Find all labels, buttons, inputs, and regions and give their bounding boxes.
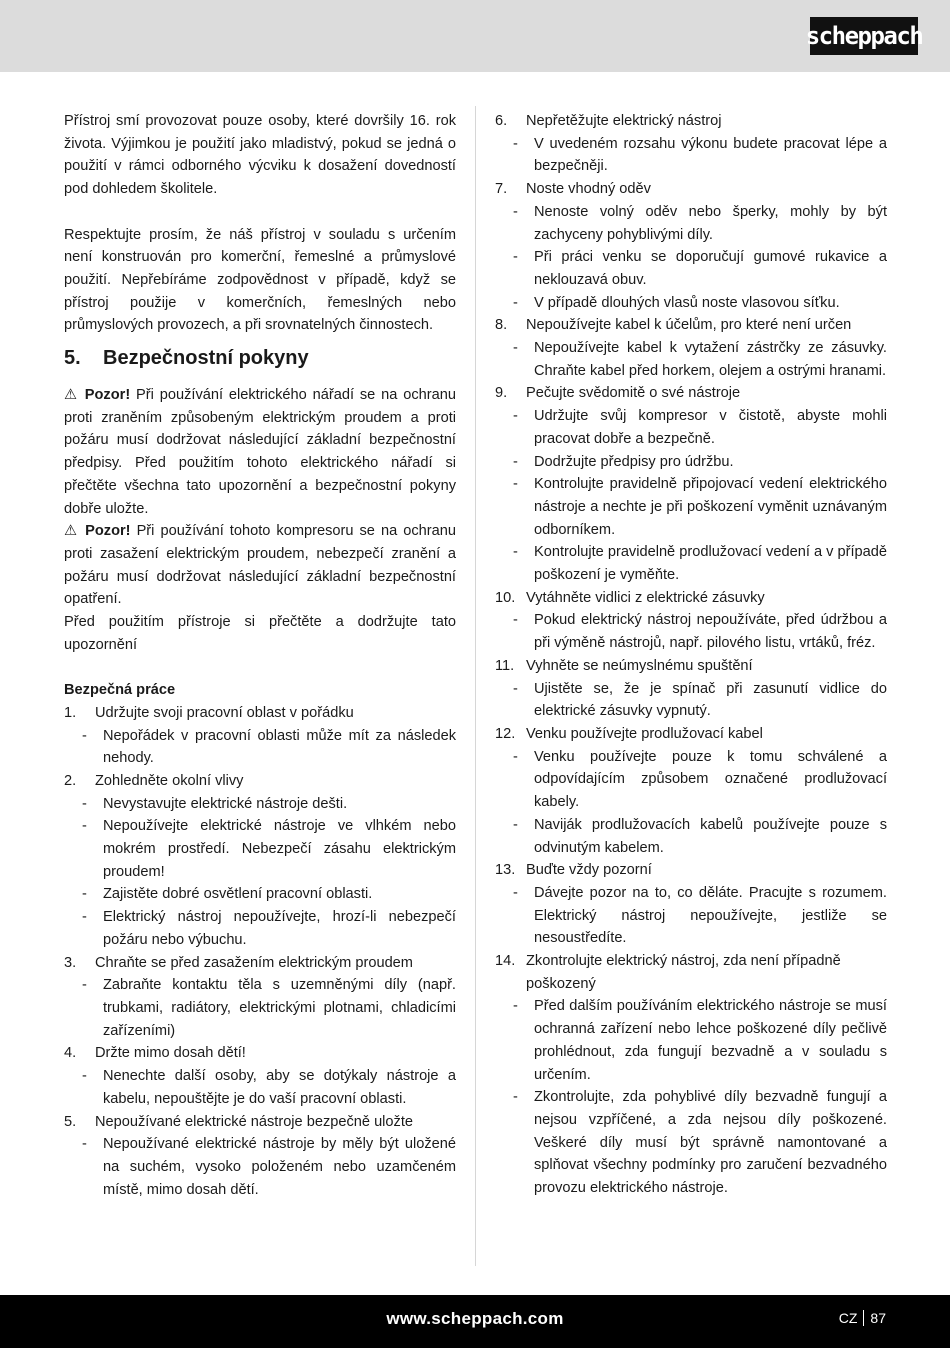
bullet-point	[64, 906, 456, 951]
bullet-text: V uvedeném rozsahu výkonu budete pracovat lépe a bezpečněji.	[534, 135, 887, 175]
bullet-text: Kontrolujte pravidelně prodlužovací vedení a v případě poškození je vyměňte.	[534, 544, 887, 584]
list-item	[495, 314, 887, 337]
list-item	[495, 655, 887, 678]
dash-marker: -	[513, 135, 518, 152]
section-number: 5.	[64, 347, 81, 370]
warning-text: Při používání tohoto kompresoru se na ochranu proti zasažení elektrickým proudem, nebezpečí zranění a požáru musí dodržovat následující základní bezpečnostní opatření.	[64, 523, 456, 608]
footer-band	[0, 1295, 950, 1348]
item-number: 1.	[64, 704, 77, 721]
item-title: Nepřetěžujte elektrický nástroj	[526, 113, 722, 129]
bullet-text: Dodržujte předpisy pro údržbu.	[534, 453, 734, 470]
item-number: 12.	[495, 725, 516, 742]
dash-marker: -	[82, 977, 87, 994]
footer-website-link[interactable]: www.scheppach.com	[386, 1309, 564, 1328]
bullet-text: Nepoužívejte kabel k vytažení zástrčky ze zásuvky. Chraňte kabel před horkem, olejem a ostrými hranami.	[534, 340, 887, 379]
bullet-text: Zajistěte dobré osvětlení pracovní oblasti.	[103, 886, 373, 903]
left-item-list	[64, 702, 456, 1201]
bullet-text: Nepořádek v pracovní oblasti může mít za následek nehody.	[103, 727, 456, 767]
item-number: 10.	[495, 589, 516, 606]
item-number: 9.	[495, 385, 508, 402]
bullet-point	[495, 405, 887, 450]
bullet-text: Před dalším používáním elektrického nástroje se musí ochranná zařízení nebo lehce poškozené díly pečlivě prohlédnout, zda fungují bezvadně a v souladu s určením.	[534, 998, 887, 1083]
bullet-point	[495, 882, 887, 950]
bullet-text: Zabraňte kontaktu těla s uzemněnými díly (např. trubkami, radiátory, elektrickými plotnami, chladicími zařízeními)	[103, 977, 456, 1039]
right-item-list	[495, 110, 887, 1200]
bullet-text: Ujistěte se, že je spínač při zasunutí vidlice do elektrické zásuvky vypnutý.	[534, 680, 887, 720]
list-item	[64, 1042, 456, 1065]
warning-triangle-icon: ⚠	[64, 387, 79, 404]
item-number: 8.	[495, 317, 508, 334]
item-title: Vytáhněte vidlici z elektrické zásuvky	[526, 589, 765, 606]
bullet-point	[495, 337, 887, 382]
bullet-point	[495, 292, 887, 315]
item-number: 14.	[495, 953, 516, 970]
bullet-point	[495, 201, 887, 246]
bullet-text: Venku používejte pouze k tomu schválené a odpovídajícím způsobem označené prodlužovací kabely.	[534, 748, 887, 811]
bullet-point	[495, 609, 887, 654]
bullet-text: Udržujte svůj kompresor v čistotě, abyste mohli pracovat dobře a bezpečně.	[534, 408, 887, 447]
list-item	[495, 178, 887, 201]
bullet-text: Pokud elektrický nástroj nepoužíváte, před údržbou a při výměně nástrojů, např. pilového listu, vrtáků, fréz.	[534, 612, 887, 652]
list-item	[495, 382, 887, 405]
dash-marker: -	[82, 909, 87, 926]
language-code: CZ	[838, 1310, 858, 1326]
dash-marker: -	[513, 544, 518, 561]
dash-marker: -	[513, 680, 518, 697]
list-item	[495, 950, 887, 995]
dash-marker: -	[513, 748, 518, 765]
item-title: Chraňte se před zasažením elektrickým proudem	[95, 954, 413, 971]
bullet-point	[64, 815, 456, 883]
item-number: 5.	[64, 1113, 77, 1130]
warning-text: Při používání elektrického nářadí se na ochranu proti zraněním způsobeným elektrickým proudem a proti požáru musí dodržovat následující základní bezpečnostní předpisy. Před použitím tohoto elektrického nářadí si přečtěte všechna tato upozornění a bezpečnostní pokyny dobře uložte.	[64, 387, 457, 517]
item-title: Zkontrolujte elektrický nástroj, zda není případně poškozený	[526, 953, 841, 992]
dash-marker: -	[82, 1068, 87, 1085]
dash-marker: -	[513, 612, 518, 629]
bullet-point	[64, 725, 456, 770]
item-number: 11.	[495, 657, 515, 674]
page-indicator	[839, 1295, 886, 1342]
list-item	[64, 952, 456, 975]
list-item	[64, 1111, 456, 1134]
bullet-text: V případě dlouhých vlasů noste vlasovou síťku.	[534, 294, 840, 311]
dash-marker: -	[82, 1136, 87, 1153]
bullet-point	[495, 451, 887, 474]
bullet-text: Kontrolujte pravidelně připojovací vedení elektrického nástroje a nechte je při poškození vyměnit uznávaným odborníkem.	[534, 476, 887, 538]
bullet-point	[64, 974, 456, 1042]
bullet-point	[495, 1086, 887, 1200]
bullet-point	[64, 793, 456, 816]
warning-triangle-icon: ⚠	[64, 523, 80, 540]
dash-marker: -	[513, 884, 518, 901]
item-number: 13.	[495, 862, 516, 879]
dash-marker: -	[513, 1089, 518, 1106]
dash-marker: -	[513, 476, 518, 493]
item-title: Nepoužívané elektrické nástroje bezpečně uložte	[95, 1113, 414, 1130]
before-use-note: Před použitím přístroje si přečtěte a dodržujte tato upozornění	[64, 614, 456, 653]
dash-marker: -	[82, 886, 87, 903]
item-title: Noste vhodný oděv	[526, 181, 651, 198]
dash-marker: -	[513, 203, 518, 220]
bullet-point	[495, 678, 887, 723]
item-number: 4.	[64, 1045, 77, 1062]
bullet-point	[495, 246, 887, 291]
dash-marker: -	[513, 408, 518, 425]
bullet-point	[495, 541, 887, 586]
dash-marker: -	[513, 998, 518, 1015]
item-number: 7.	[495, 181, 508, 198]
bullet-text: Nepoužívejte elektrické nástroje ve vlhkém nebo mokrém prostředí. Nebezpečí zásahu elektrickým proudem!	[103, 818, 456, 880]
item-number: 6.	[495, 113, 508, 129]
page-separator	[863, 1310, 864, 1326]
bullet-point	[495, 746, 887, 814]
bullet-point	[64, 1133, 456, 1201]
dash-marker: -	[82, 818, 87, 835]
dash-marker: -	[513, 249, 518, 266]
right-column	[495, 110, 887, 1200]
warning-label: Pozor!	[84, 387, 131, 404]
bullet-text: Zkontrolujte, zda pohyblivé díly bezvadně fungují a nejsou vzpříčené, a zda nejsou díly poškozené. Veškeré díly musí být správně namontované a splňovat všechny podmínky pro zaručení bezvadného provozu elektrického nástroje.	[534, 1089, 887, 1197]
section-heading	[64, 344, 456, 372]
dash-marker: -	[513, 340, 518, 357]
item-title: Venku používejte prodlužovací kabel	[526, 725, 763, 742]
item-title: Buďte vždy pozorní	[526, 862, 652, 879]
dash-marker: -	[513, 294, 518, 311]
bullet-text: Elektrický nástroj nepoužívejte, hrozí-li nebezpečí požáru nebo výbuchu.	[103, 909, 456, 948]
dash-marker: -	[82, 795, 87, 812]
item-title: Nepoužívejte kabel k účelům, pro které není určen	[526, 317, 852, 334]
left-column	[64, 110, 456, 1201]
brand-logo: scheppach	[810, 17, 918, 55]
item-title: Zohledněte okolní vlivy	[95, 772, 244, 789]
page-number: 87	[870, 1310, 886, 1326]
item-number: 3.	[64, 954, 77, 971]
warning-paragraph-1	[64, 384, 456, 520]
dash-marker: -	[513, 453, 518, 470]
bullet-text: Při práci venku se doporučují gumové rukavice a neklouzavá obuv.	[534, 249, 887, 288]
item-number: 2.	[64, 772, 77, 789]
list-item	[495, 859, 887, 882]
list-item	[495, 723, 887, 746]
bullet-point	[495, 473, 887, 541]
intro-paragraph-age: Přístroj smí provozovat pouze osoby, které dovršily 16. rok života. Výjimkou je použití jako mladistvý, pokud se jedná o použití v rámci odborného výcviku k dosažení dovedností pod dohledem školitele.	[64, 113, 456, 198]
bullet-text: Nevystavujte elektrické nástroje dešti.	[103, 795, 348, 812]
column-divider	[475, 106, 476, 1266]
list-item	[495, 587, 887, 610]
bullet-point	[64, 883, 456, 906]
bullet-point	[64, 1065, 456, 1110]
warning-label: Pozor!	[85, 523, 131, 540]
list-item	[64, 770, 456, 793]
bullet-text: Nepoužívané elektrické nástroje by měly být uložené na suchém, vysoko položeném nebo uzamčeném místě, mimo dosah dětí.	[103, 1136, 456, 1198]
item-title: Držte mimo dosah dětí!	[95, 1045, 246, 1062]
bullet-text: Nenoste volný oděv nebo šperky, mohly by být zachyceny pohyblivými díly.	[534, 203, 887, 243]
subheading-safe-work: Bezpečná práce	[64, 682, 176, 699]
list-item	[495, 110, 887, 133]
list-item	[64, 702, 456, 725]
section-title: Bezpečnostní pokyny	[103, 347, 309, 370]
item-title: Pečujte svědomitě o své nástroje	[526, 385, 741, 402]
item-title: Vyhněte se neúmyslnému spuštění	[526, 657, 753, 674]
intro-paragraph-use: Respektujte prosím, že náš přístroj v souladu s určením není konstruován pro komerční, řemeslné a průmyslové použití. Nepřebíráme zodpovědnost v případě, když se přístroj použije v komerčních, řemeslných nebo průmyslových provozech, a při srovnatelných činnostech.	[64, 226, 456, 334]
bullet-text: Naviják prodlužovacích kabelů používejte pouze s odvinutým kabelem.	[534, 816, 887, 856]
bullet-point	[495, 133, 887, 178]
dash-marker: -	[513, 816, 518, 833]
warning-paragraph-2	[64, 520, 456, 611]
dash-marker: -	[82, 727, 87, 744]
bullet-point	[495, 814, 887, 859]
item-title: Udržujte svoji pracovní oblast v pořádku	[95, 704, 354, 721]
bullet-text: Nenechte další osoby, aby se dotýkaly nástroje a kabelu, nepouštějte je do vaší pracovní oblasti.	[103, 1068, 456, 1107]
bullet-text: Dávejte pozor na to, co děláte. Pracujte s rozumem. Elektrický nástroj nepoužívejte, jestliže se nesoustředíte.	[534, 884, 887, 947]
bullet-point	[495, 995, 887, 1086]
